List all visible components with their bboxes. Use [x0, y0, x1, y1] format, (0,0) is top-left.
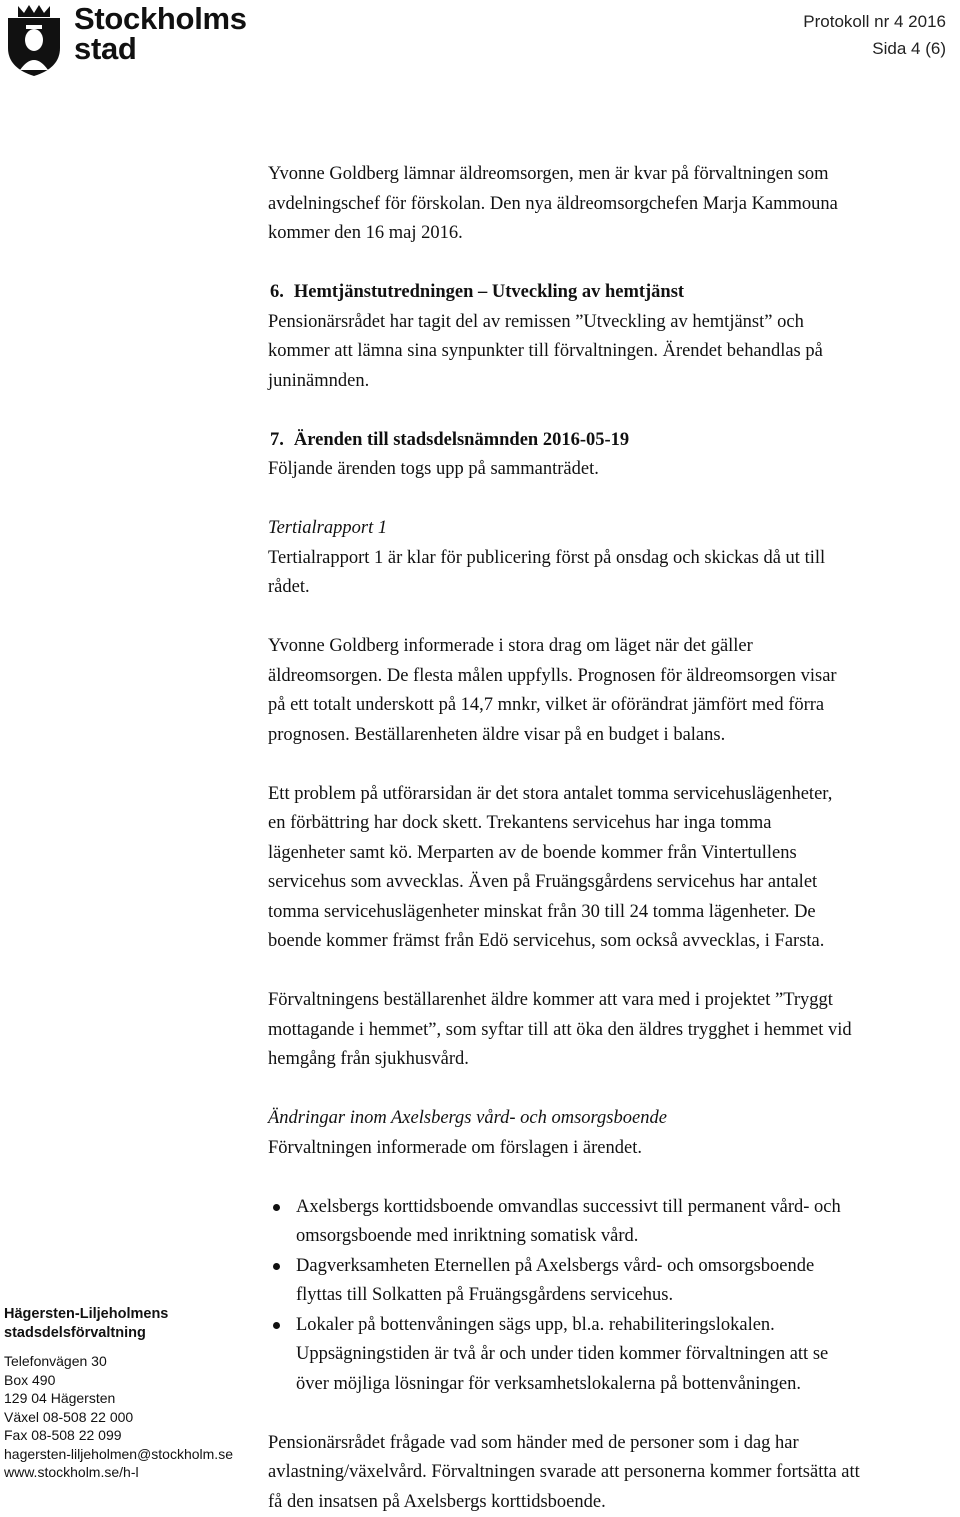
project-line: mottagande i hemmet”, som syftar till att öka den äldres trygghet i hemmet vid	[268, 1016, 958, 1046]
stockholms-stad-logo	[4, 2, 244, 82]
axelsberg-bullet-list	[268, 1193, 958, 1400]
protocol-number: Protokoll nr 4 2016	[803, 8, 946, 35]
postal-address: 129 04 Hägersten	[4, 1389, 233, 1408]
section-title: Hemtjänstutredningen – Utveckling av hemtjänst	[294, 282, 684, 302]
problem-line: lägenheter samt kö. Merparten av de boende kommer från Vintertullens	[268, 839, 958, 869]
elderly-line: äldreomsorgen. De flesta målen uppfylls. Prognosen för äldreomsorgen visar	[268, 662, 958, 692]
logo-line-2: stad	[74, 34, 247, 64]
section-7-heading	[268, 426, 958, 456]
tertial-line: Tertialrapport 1 är klar för publicering först på onsdag och skickas då ut till	[268, 544, 958, 574]
section-number: 6.	[270, 278, 284, 308]
elderly-line: prognosen. Beställarenheten äldre visar på en budget i balans.	[268, 721, 958, 751]
fax-number: Fax 08-508 22 099	[4, 1426, 233, 1445]
section-6-line: juninämnden.	[268, 367, 958, 397]
list-item-line: Uppsägningstiden är två år och under tiden kommer förvaltningen att se	[296, 1340, 958, 1370]
street-address: Telefonvägen 30	[4, 1352, 233, 1371]
problem-line: en förbättring har dock skett. Trekantens servicehus har inga tomma	[268, 809, 958, 839]
page-number: Sida 4 (6)	[803, 35, 946, 62]
box-address: Box 490	[4, 1371, 233, 1390]
section-6-heading	[268, 278, 958, 308]
section-6-line: kommer att lämna sina synpunkter till förvaltningen. Ärendet behandlas på	[268, 337, 958, 367]
list-item-line: Axelsbergs korttidsboende omvandlas successivt till permanent vård- och	[296, 1193, 958, 1223]
section-7-line: Följande ärenden togs upp på sammanträdet.	[268, 455, 958, 485]
page-header-info	[803, 8, 946, 62]
final-line: avlastning/växelvård. Förvaltningen svarade att personerna kommer fortsätta att	[268, 1458, 958, 1488]
problem-line: boende kommer främst från Edö servicehus, som också avvecklas, i Farsta.	[268, 927, 958, 957]
list-item-line: Lokaler på bottenvåningen sägs upp, bl.a. rehabiliteringslokalen.	[296, 1311, 958, 1341]
email-address: hagersten-liljeholmen@stockholm.se	[4, 1445, 233, 1464]
tertial-line: rådet.	[268, 573, 958, 603]
document-body	[268, 160, 958, 1517]
elderly-line: Yvonne Goldberg informerade i stora drag om läget när det gäller	[268, 632, 958, 662]
list-item	[296, 1311, 958, 1400]
axelsberg-subheading: Ändringar inom Axelsbergs vård- och omsorgsboende	[268, 1104, 958, 1134]
problem-line: Ett problem på utförarsidan är det stora antalet tomma servicehuslägenheter,	[268, 780, 958, 810]
problem-line: tomma servicehuslägenheter minskat från 30 till 24 tomma lägenheter. De	[268, 898, 958, 928]
list-item-line: flyttas till Solkatten på Fruängsgårdens servicehus.	[296, 1281, 958, 1311]
list-item-line: över möjliga lösningar för verksamhetslokalerna på bottenvåningen.	[296, 1370, 958, 1400]
intro-line: kommer den 16 maj 2016.	[268, 219, 958, 249]
tertial-subheading: Tertialrapport 1	[268, 514, 958, 544]
final-line: Pensionärsrådet frågade vad som händer med de personer som i dag har	[268, 1429, 958, 1459]
org-name: stadsdelsförvaltning	[4, 1324, 233, 1343]
phone-number: Växel 08-508 22 000	[4, 1408, 233, 1427]
project-line: hemgång från sjukhusvård.	[268, 1045, 958, 1075]
city-crest-icon	[4, 2, 64, 78]
list-item-line: Dagverksamheten Eternellen på Axelsbergs vård- och omsorgsboende	[296, 1252, 958, 1282]
logo-line-1: Stockholms	[74, 4, 247, 34]
section-title: Ärenden till stadsdelsnämnden 2016-05-19	[294, 430, 629, 450]
list-item	[296, 1193, 958, 1252]
website-link: www.stockholm.se/h-l	[4, 1463, 233, 1482]
final-line: få den insatsen på Axelsbergs korttidsboende.	[268, 1488, 958, 1517]
list-item	[296, 1252, 958, 1311]
elderly-line: på ett totalt underskott på 14,7 mnkr, vilket är oförändrat jämfört med förra	[268, 691, 958, 721]
address-block	[4, 1305, 233, 1482]
project-line: Förvaltningens beställarenhet äldre kommer att vara med i projektet ”Tryggt	[268, 986, 958, 1016]
intro-line: Yvonne Goldberg lämnar äldreomsorgen, men är kvar på förvaltningen som	[268, 160, 958, 190]
org-name: Hägersten-Liljeholmens	[4, 1305, 233, 1324]
axelsberg-line: Förvaltningen informerade om förslagen i ärendet.	[268, 1134, 958, 1164]
logo-wordmark	[74, 4, 247, 64]
section-number: 7.	[270, 426, 284, 456]
problem-line: servicehus som avvecklas. Även på Fruängsgårdens servicehus har antalet	[268, 868, 958, 898]
intro-line: avdelningschef för förskolan. Den nya äldreomsorgchefen Marja Kammouna	[268, 190, 958, 220]
list-item-line: omsorgsboende med inriktning somatisk vård.	[296, 1222, 958, 1252]
section-6-line: Pensionärsrådet har tagit del av remissen ”Utveckling av hemtjänst” och	[268, 308, 958, 338]
